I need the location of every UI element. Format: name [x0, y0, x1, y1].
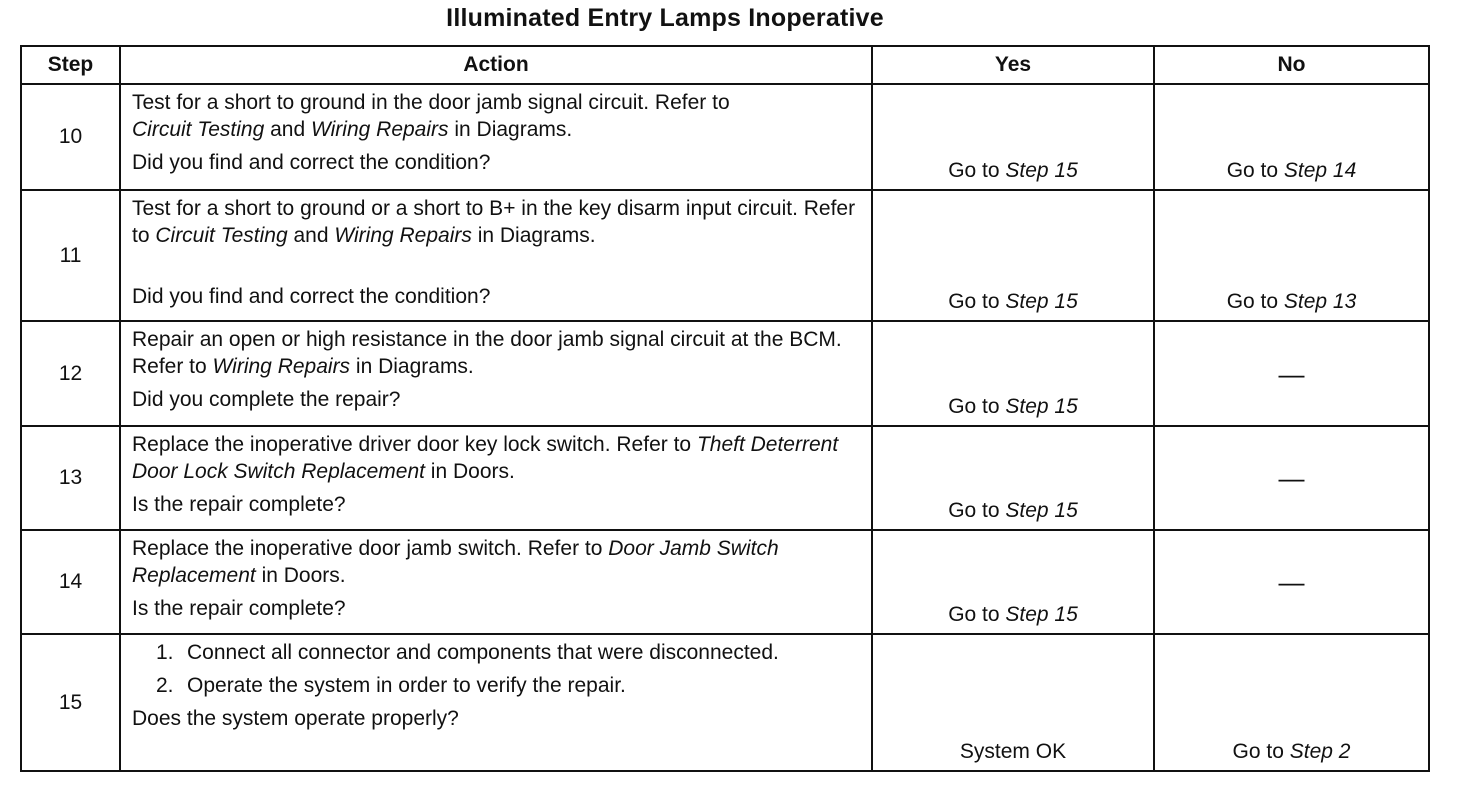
yes-step-ref: Step 15: [1005, 290, 1078, 313]
no-cell: —: [1154, 321, 1429, 426]
no-text: Go to: [1226, 159, 1284, 182]
page-title: Illuminated Entry Lamps Inoperative: [446, 4, 884, 32]
yes-step-ref: Step 15: [1005, 499, 1078, 522]
header-action: Action: [120, 46, 872, 84]
yes-cell: [872, 190, 1154, 321]
list-item: [132, 639, 863, 666]
reference-italic: Door Jamb Switch Replacement: [132, 537, 779, 587]
header-no: No: [1154, 46, 1429, 84]
action-text: Test for a short to ground or a short to B+ in the key disarm input circuit. Refer to: [132, 197, 856, 247]
reference-italic: Wiring Repairs: [212, 355, 351, 378]
action-question: Does the system operate properly?: [132, 707, 459, 730]
action-text: in Doors.: [255, 564, 346, 587]
yes-cell: [872, 321, 1154, 426]
table-row: [21, 634, 1429, 771]
reference-italic: Circuit Testing: [155, 224, 288, 247]
yes-text: Go to: [948, 395, 1006, 418]
action-question: Did you find and correct the condition?: [132, 151, 491, 174]
yes-step-ref: Step 15: [1005, 603, 1078, 626]
no-step-ref: Step 2: [1289, 740, 1351, 763]
no-cell: [1154, 634, 1429, 771]
list-number: 1.: [156, 641, 174, 664]
action-cell: [120, 530, 872, 634]
action-question: Did you complete the repair?: [132, 388, 401, 411]
no-text: Go to: [1232, 740, 1290, 763]
yes-step-ref: Step 15: [1005, 159, 1078, 182]
step-number: 13: [21, 426, 120, 530]
action-cell: [120, 190, 872, 321]
action-text: and: [287, 224, 335, 247]
reference-italic: Wiring Repairs: [311, 118, 449, 141]
action-cell: [120, 321, 872, 426]
action-question: Is the repair complete?: [132, 597, 346, 620]
header-step: Step: [21, 46, 120, 84]
yes-step-ref: Step 15: [1005, 395, 1078, 418]
table-row: [21, 530, 1429, 634]
diagnostic-table: [20, 45, 1430, 772]
action-text: Replace the inoperative door jamb switch. Refer to: [132, 537, 609, 560]
list-text: Connect all connector and components that were disconnected.: [187, 641, 779, 664]
header-yes: Yes: [872, 46, 1154, 84]
table-row: [21, 190, 1429, 321]
step-number: 10: [21, 84, 120, 190]
yes-text: Go to: [948, 603, 1006, 626]
step-number: 11: [21, 190, 120, 321]
list-number: 2.: [156, 674, 174, 697]
list-item: [132, 672, 863, 699]
action-cell: [120, 84, 872, 190]
action-text: Replace the inoperative driver door key lock switch. Refer to: [132, 433, 697, 456]
action-cell: [120, 426, 872, 530]
action-question: Did you find and correct the condition?: [132, 285, 491, 308]
no-cell: [1154, 84, 1429, 190]
yes-cell: [872, 426, 1154, 530]
no-text: Go to: [1226, 290, 1284, 313]
reference-italic: Wiring Repairs: [334, 224, 472, 247]
action-text: in Diagrams.: [471, 224, 596, 247]
no-step-ref: Step 13: [1283, 290, 1357, 313]
yes-text: Go to: [948, 499, 1006, 522]
reference-italic: Circuit Testing: [132, 118, 265, 141]
no-cell: —: [1154, 426, 1429, 530]
yes-cell: System OK: [872, 634, 1154, 771]
step-number: 15: [21, 634, 120, 771]
yes-text: Go to: [948, 159, 1006, 182]
action-text: in Doors.: [424, 460, 515, 483]
action-cell: [120, 634, 872, 771]
table-row: [21, 321, 1429, 426]
header-row: [21, 46, 1429, 84]
yes-cell: [872, 84, 1154, 190]
table-row: [21, 84, 1429, 190]
action-text: and: [264, 118, 311, 141]
reference-italic: Theft Deterrent Door Lock Switch Replacement: [132, 433, 839, 483]
action-text: Repair an open or high resistance in the door jamb signal circuit at the BCM. Refer to: [132, 328, 842, 378]
list-text: Operate the system in order to verify the repair.: [187, 674, 626, 697]
step-number: 12: [21, 321, 120, 426]
action-question: Is the repair complete?: [132, 493, 346, 516]
action-text: in Diagrams.: [448, 118, 573, 141]
yes-cell: [872, 530, 1154, 634]
step-number: 14: [21, 530, 120, 634]
table-row: [21, 426, 1429, 530]
action-text: Test for a short to ground in the door jamb signal circuit. Refer to: [132, 91, 730, 114]
yes-text: Go to: [948, 290, 1006, 313]
no-cell: [1154, 190, 1429, 321]
no-step-ref: Step 14: [1283, 159, 1357, 182]
action-text: in Diagrams.: [350, 355, 474, 378]
no-cell: —: [1154, 530, 1429, 634]
